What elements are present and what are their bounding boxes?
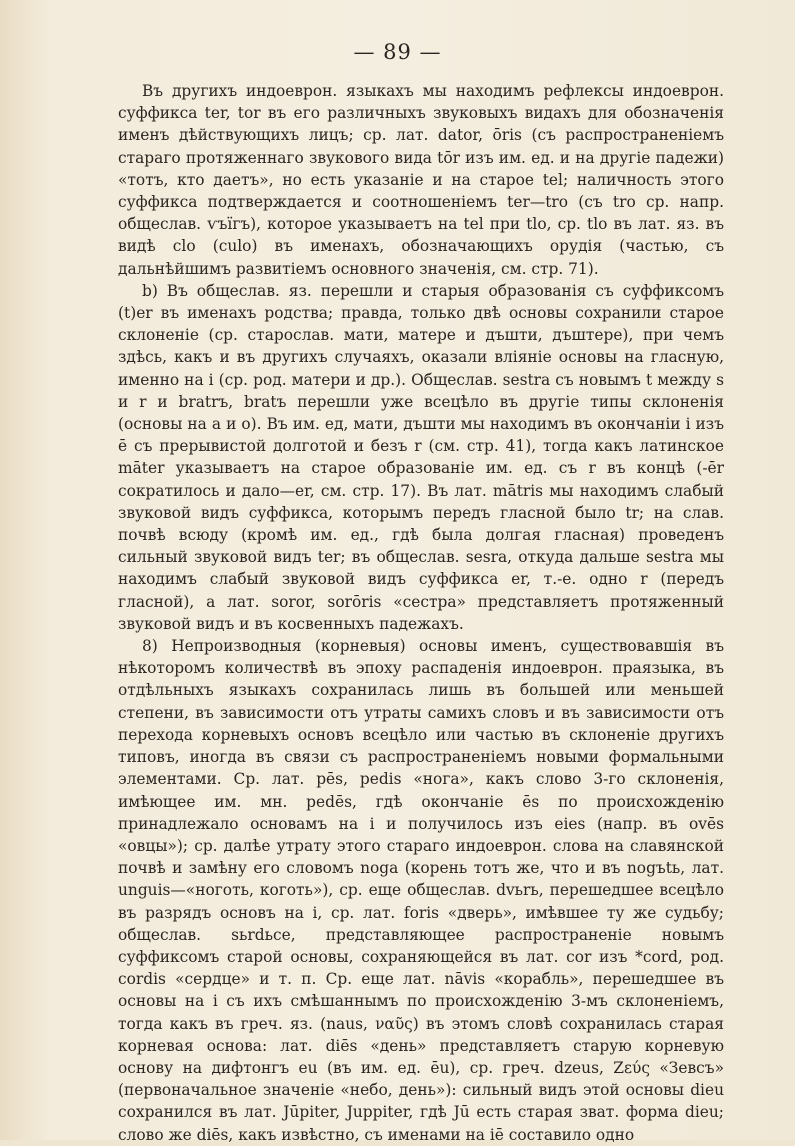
paragraph-kinship-stems: b) Въ общеслав. яз. перешли и старыя образованія съ суффиксомъ (t)er въ именахъ родства; правда, только двѣ основы сохранили старое склоненіе (ср. старослав. мати, матере и дъшти, дъштере), при чемъ здѣсь, какъ и въ другихъ случаяхъ, оказали вліяніе основы на гласную, именно на i (ср. род. матери и др.). Общеслав. sestra съ новымъ t между s и r и bratrъ, bratъ перешли уже всецѣло въ другіе типы склоненія (основы на a и o). Въ им. ед, мати, дъшти мы находимъ въ окончаніи i изъ ē съ прерывистой долготой и безъ r (см. стр. 41), тогда какъ латинское māter указываетъ на старое образованіе им. ед. съ r въ концѣ (-ēr сократилось и дало—er, см. стр. 17). Въ лат. mātris мы находимъ слабый звуковой видъ суффикса, которымъ передъ гласной было tr; на слав. почвѣ всюду (кромѣ им. ед., гдѣ была долгая гласная) проведенъ сильный звуковой видъ ter; въ общеслав. sesra, откуда дальше sestra мы находимъ слабый звуковой видъ суффикса er, т.-е. одно r (передъ гласной), а лат. soror, sorōris «сестра» представляетъ протяженный звуковой видъ и въ косвенныхъ падежахъ. (118, 281, 724, 633)
body-text (118, 80, 724, 1146)
paragraph-root-stems: 8) Непроизводныя (корневыя) основы именъ, существовавшія въ нѣкоторомъ количествѣ въ эпоху распаденія индоеврон. праязыка, въ отдѣльныхъ языкахъ сохранилась лишь въ большей или меньшей степени, въ зависимости отъ утраты самихъ словъ и въ зависимости отъ перехода корневыхъ основъ всецѣло или частью въ склоненіе другихъ типовъ, иногда въ связи съ распространеніемъ новыми формальными элементами. Ср. лат. pēs, pedis «нога», какъ слово 3-го склоненія, имѣющее им. мн. pedēs, гдѣ окончаніе ēs по происхожденію принадлежало основамъ на i и получилось изъ eies (напр. въ ovēs «овцы»); ср. далѣе утрату этого стараго индоеврон. слова на славянской почвѣ и замѣну его словомъ noga (корень тотъ же, что и въ nogъtь, лат. unguis—«ноготь, коготь»), ср. еще общеслав. dvьrь, перешедшее всецѣло въ разрядъ основъ на i, ср. лат. foris «дверь», имѣвшее ту же судьбу; общеслав. sьrdьce, представляющее распространеніе новымъ суффиксомъ старой основы, сохраняющейся въ лат. cor изъ *cord, род. cordis «сердце» и т. п. Ср. еще лат. nāvis «корабль», перешедшее въ основы на i съ ихъ смѣшаннымъ по происхожденію 3-мъ склоненіемъ, тогда какъ въ греч. яз. (naus, ναῦς) въ этомъ словѣ сохранилась старая корневая основа: лат. diēs «день» представляетъ старую корневую основу на дифтонгъ eu (въ им. ед. ēu), ср. греч. dzeus, Ζεύς «Зевсъ» (первоначальное значеніе «небо, день»): сильный видъ этой основы dieu сохранился въ лат. Jūpiter, Juppiter, гдѣ Jū есть старая зват. форма dieu; слово же diēs, какъ извѣстно, съ именами на iē составило одно (118, 637, 724, 1144)
page-number: — 89 — (353, 40, 442, 64)
paragraph-suffix-ter: Въ другихъ индоеврон. языкахъ мы находимъ рефлексы индоеврон. суффикса ter, tor въ его различныхъ звуковыхъ видахъ для обозначенія именъ дѣйствующихъ лицъ; ср. лат. dator, ōris (съ распространеніемъ стараго протяженнаго звукового вида tōr изъ им. ед. и на другіе падежи) «тотъ, кто даетъ», но есть указаніе и на старое tel; наличность этого суффикса подтверждается и соотношеніемъ ter—tro (съ tro ср. напр. общеслав. ѵъїгъ), которое указываетъ на tel при tlo, ср. tlo въ лат. яз. въ видѣ clo (culo) въ именахъ, обозначающихъ орудія (частью, съ дальнѣйшимъ развитіемъ основного значенія, см. стр. 71). (118, 82, 724, 278)
